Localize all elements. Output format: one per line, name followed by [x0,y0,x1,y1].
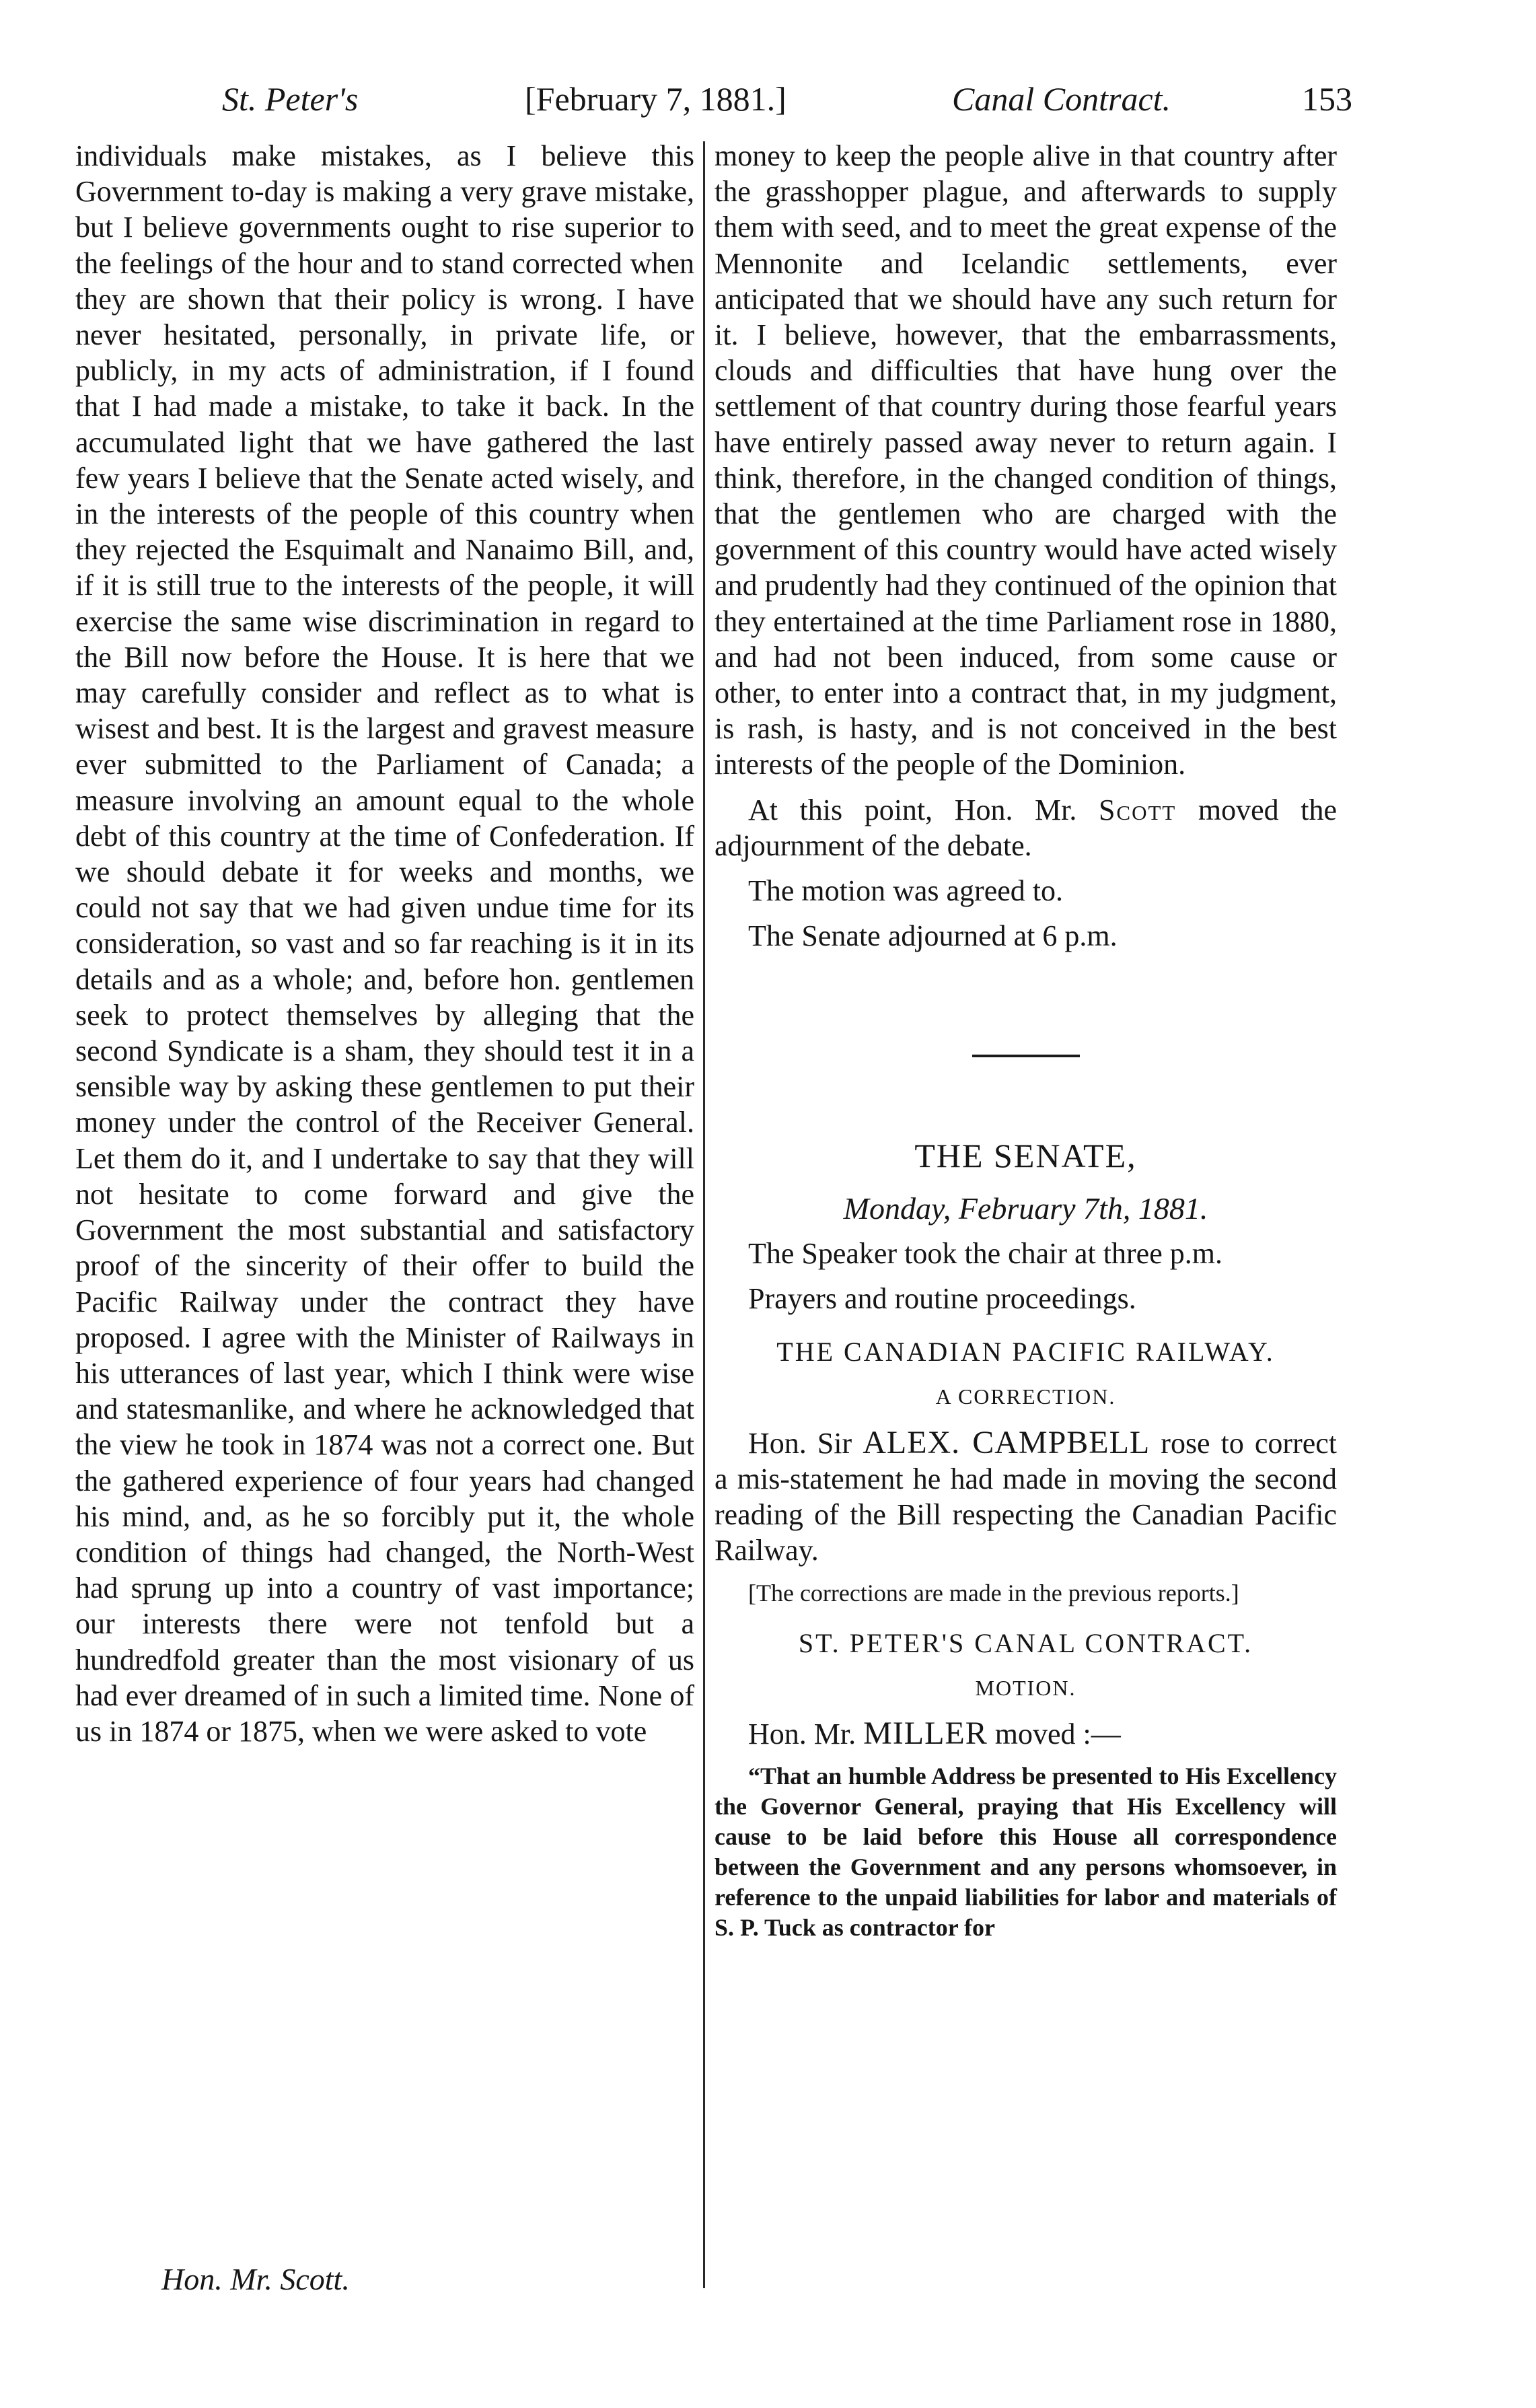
subheading-motion: MOTION. [975,1675,1076,1700]
header-right: Canal Contract. [952,80,1171,118]
speaker-name-campbell: ALEX. CAMPBELL [863,1424,1150,1460]
prayers: Prayers and routine proceedings. [748,1282,1136,1316]
corrections-note: [The corrections are made in the previous reports.] [748,1579,1239,1606]
header-left: St. Peter's [222,80,359,118]
right-column [715,138,1337,1943]
adjournment-motion: At this point, Hon. Mr. Scott moved the adjournment of the debate. [715,793,1337,862]
right-paragraph-1: money to keep the people alive in that country after the grasshopper plague, and afterwards to supply them with seed, and to meet the great expense of the Mennonite and Icelandic settlements, ever anticipated that we should have any such return for it. I believe, however, that the embarrassments, clouds and difficulties that have hung over the settlement of that country during those fearful years have entirely passed away never to return again. I think, therefore, in the changed condition of things, that the gentlemen who are charged with the government of this country would have acted wisely and prudently had they continued of the opinion that they entertained at the time Parliament rose in 1880, and had not been induced, from some cause or other, to enter into a contract that, in my judgment, is rash, is hasty, and is not conceived in the best interests of the people of the Dominion. [715,139,1337,781]
speaker-signature: Hon. Mr. Scott. [161,2262,350,2296]
running-header [168,79,1352,133]
header-date: [February 7, 1881.] [525,80,787,118]
motion-agreed: The motion was agreed to. [748,874,1063,908]
senate-adjourned: The Senate adjourned at 6 p.m. [748,919,1118,953]
left-column [75,138,694,1749]
heading-st-peters-canal: ST. PETER'S CANAL CONTRACT. [798,1627,1253,1658]
speaker-took-chair: The Speaker took the chair at three p.m. [748,1236,1222,1270]
speaker-name-scott: Scott [1098,793,1177,826]
column-divider [703,141,705,2288]
speaker-name-miller: MILLER [863,1715,988,1751]
page-number: 153 [1302,80,1352,118]
sitting-date: Monday, February 7th, 1881. [843,1191,1208,1226]
left-paragraph: individuals make mistakes, as I believe this Government to-day is making a very grave mistake, but I believe governments ought to rise superior to the feelings of the hour and to stand corrected when they are shown that their policy is wrong. I have never hesitated, personally, in private life, or publicly, in my acts of administration, if I found that I had made a mistake, to take it back. In the accumulated light that we have gathered the last few years I believe that the Senate acted wisely, and in the interests of the people of this country when they rejected the Esquimalt and Nanaimo Bill, and, if it is still true to the interests of the people, it will exercise the same wise discrimination in regard to the Bill now before the House. It is here that we may carefully consider and reflect as to what is wisest and best. It is the largest and gravest measure ever submitted to the Parliament of Canada; a measure involving an amount equal to the whole debt of this country at the time of Confederation. If we should debate it for weeks and months, we could not say that we had given undue time for its consideration, so vast and so far reaching is it in its details and as a whole; and, before hon. gentlemen seek to protect themselves by alleging that the second Syndicate is a sham, they should test it in a sensible way by asking these gentlemen to put their money under the control of the Receiver General. Let them do it, and I undertake to say that they will not hesitate to come forward and give the Government the most substantial and satisfactory proof of the sincerity of their offer to build the Pacific Railway under the contract they have proposed. I agree with the Minister of Railways in his utterances of last year, which I think were wise and statesmanlike, and where he acknowledged that the view he took in 1874 was not a correct one. But the gathered experience of four years had changed his mind, and, as he so forcibly put it, the whole condition of things had changed, the North-West had sprung up into a country of vast importance; our interests there were not tenfold but a hundredfold greater than the most visionary of us had ever dreamed of in such a limited time. None of us in 1874 or 1875, when we were asked to vote [75,139,694,1748]
miller-moved: Hon. Mr. MILLER moved :— [748,1715,1121,1751]
heading-canadian-pacific-railway: THE CANADIAN PACIFIC RAILWAY. [776,1337,1275,1368]
subheading-correction: A CORRECTION. [935,1384,1116,1409]
motion-quote: “That an humble Address be presented to His Excellency the Governor General, praying that His Excellency will cause to be laid before this House all correspondence between the Government and any persons whomsoever, in reference to the unpaid liabilities for labor and materials of S. P. Tuck as contractor for [715,1763,1337,1942]
campbell-correction: Hon. Sir ALEX. CAMPBELL rose to correct a mis-statement he had made in moving the second reading of the Bill respecting the Canadian Pacific Railway. [715,1424,1338,1567]
section-separator [972,1055,1080,1057]
senate-heading: THE SENATE, [914,1137,1137,1175]
